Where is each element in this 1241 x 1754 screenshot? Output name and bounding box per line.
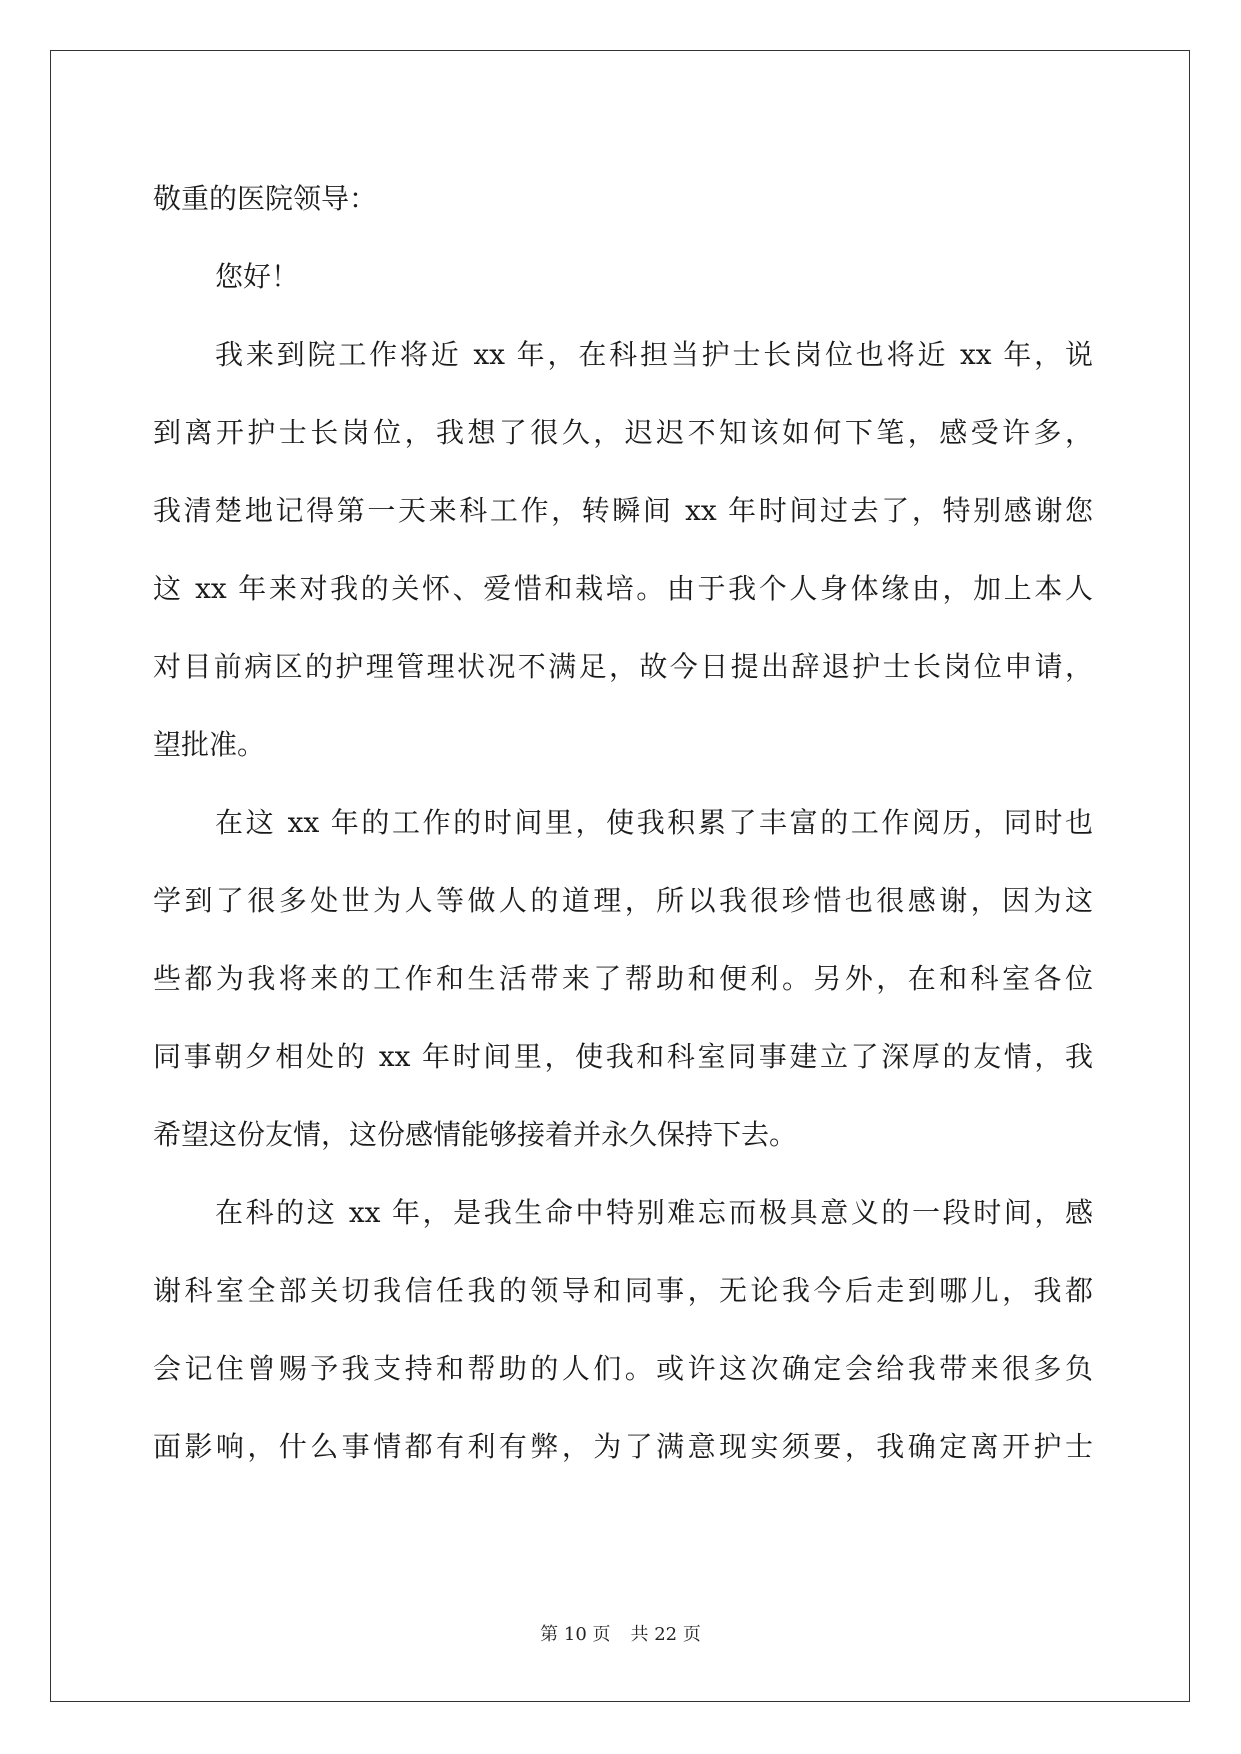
paragraph-line: 同事朝夕相处的 xx 年时间里，使我和科室同事建立了深厚的友情，我 <box>153 1040 1093 1073</box>
page-footer <box>0 1620 1241 1646</box>
paragraph-line: 到离开护士长岗位，我想了很久，迟迟不知该如何下笔，感受许多， <box>153 416 1093 449</box>
paragraph-line: 在这 xx 年的工作的时间里，使我积累了丰富的工作阅历，同时也 <box>215 806 1093 839</box>
paragraph-line: 些都为我将来的工作和生活带来了帮助和便利。另外，在和科室各位 <box>153 962 1093 995</box>
paragraph-line: 学到了很多处世为人等做人的道理，所以我很珍惜也很感谢，因为这 <box>153 884 1093 917</box>
paragraph-line: 望批准。 <box>153 728 266 761</box>
paragraph-line: 面影响，什么事情都有利有弊，为了满意现实须要，我确定离开护士 <box>153 1430 1093 1463</box>
paragraph-line: 我清楚地记得第一天来科工作，转瞬间 xx 年时间过去了，特别感谢您 <box>153 494 1093 527</box>
paragraph-3 <box>153 1174 1093 1486</box>
paragraph-line: 希望这份友情，这份感情能够接着并永久保持下去。 <box>153 1118 798 1151</box>
letter-body <box>153 160 1093 1486</box>
salutation: 敬重的医院领导： <box>153 182 378 215</box>
paragraph-line: 谢科室全部关切我信任我的领导和同事，无论我今后走到哪儿，我都 <box>153 1274 1093 1307</box>
paragraph-line: 会记住曾赐予我支持和帮助的人们。或许这次确定会给我带来很多负 <box>153 1352 1093 1385</box>
page-number-total: 共 22 页 <box>630 1624 701 1645</box>
paragraph-line: 在科的这 xx 年，是我生命中特别难忘而极具意义的一段时间，感 <box>215 1196 1093 1229</box>
paragraph-line: 对目前病区的护理管理状况不满足，故今日提出辞退护士长岗位申请， <box>153 650 1093 683</box>
paragraph-line: 我来到院工作将近 xx 年，在科担当护士长岗位也将近 xx 年，说 <box>215 338 1093 371</box>
page-number-current: 第 10 页 <box>540 1624 611 1645</box>
paragraph-2 <box>153 784 1093 1174</box>
paragraph-line: 这 xx 年来对我的关怀、爱惜和栽培。由于我个人身体缘由，加上本人 <box>153 572 1093 605</box>
greeting: 您好！ <box>215 260 300 293</box>
paragraph-1 <box>153 316 1093 784</box>
